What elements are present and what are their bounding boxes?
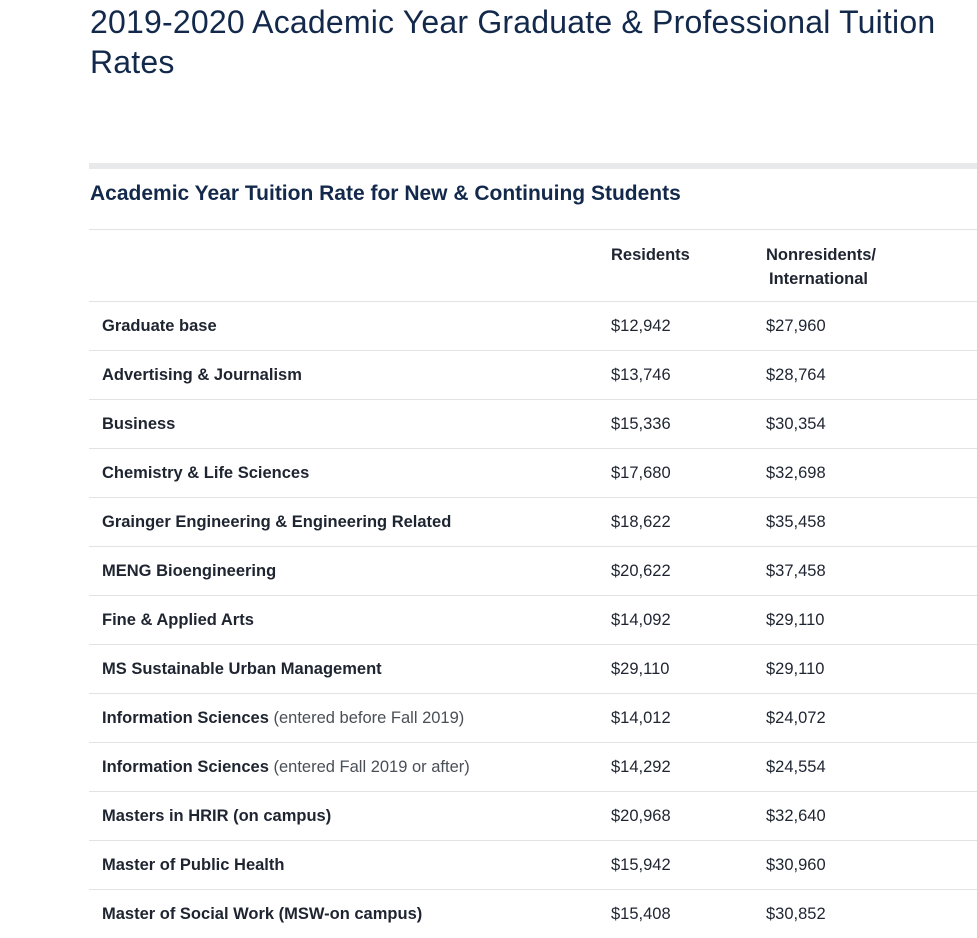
page-title: 2019-2020 Academic Year Graduate & Professional Tuition Rates [90,4,936,80]
residents-rate: $13,746 [598,351,753,400]
table-row [89,302,977,351]
program-name: Chemistry & Life Sciences [102,463,310,482]
table-row [89,645,977,694]
table-row [89,841,977,890]
nonresidents-rate: $28,764 [753,351,977,400]
table-row [89,694,977,743]
nonresidents-rate: $32,640 [753,792,977,841]
section-title: Academic Year Tuition Rate for New & Continuing Students [90,182,681,205]
program-cell [89,743,598,792]
nonresidents-rate: $32,698 [753,449,977,498]
program-name: MENG Bioengineering [102,561,277,580]
nonresidents-rate: $29,110 [753,596,977,645]
program-name: Advertising & Journalism [102,365,302,384]
program-name: Information Sciences [102,757,269,776]
nonresidents-rate: $37,458 [753,547,977,596]
residents-rate: $18,622 [598,498,753,547]
nonresidents-rate: $27,960 [753,302,977,351]
program-name: Master of Social Work (MSW-on campus) [102,904,423,923]
program-cell [89,841,598,890]
residents-rate: $12,942 [598,302,753,351]
residents-rate: $20,968 [598,792,753,841]
table-row [89,449,977,498]
program-cell [89,400,598,449]
residents-rate: $14,292 [598,743,753,792]
header-nonresidents-line2: International [769,270,869,288]
table-row [89,743,977,792]
table-row [89,547,977,596]
header-nonresidents-line1: Nonresidents/ [766,246,877,264]
program-cell [89,351,598,400]
program-cell [89,645,598,694]
residents-rate: $14,092 [598,596,753,645]
program-name: MS Sustainable Urban Management [102,659,382,678]
residents-rate: $15,942 [598,841,753,890]
program-name: Business [102,414,176,433]
program-cell [89,449,598,498]
program-name: Information Sciences [102,708,269,727]
nonresidents-rate: $35,458 [753,498,977,547]
program-name: Master of Public Health [102,855,285,874]
table-row [89,400,977,449]
residents-rate: $29,110 [598,645,753,694]
nonresidents-rate: $30,852 [753,890,977,938]
program-cell [89,498,598,547]
program-name: Fine & Applied Arts [102,610,254,629]
section-divider [89,163,977,169]
header-residents: Residents [598,230,753,302]
tuition-rates-table [89,229,977,938]
header-program [89,230,598,302]
program-note: (entered before Fall 2019) [273,708,465,727]
residents-rate: $15,336 [598,400,753,449]
header-nonresidents [753,230,977,302]
nonresidents-rate: $30,960 [753,841,977,890]
table-row [89,890,977,938]
program-name: Grainger Engineering & Engineering Related [102,512,452,531]
residents-rate: $17,680 [598,449,753,498]
residents-rate: $20,622 [598,547,753,596]
program-cell [89,890,598,938]
residents-rate: $15,408 [598,890,753,938]
program-cell [89,792,598,841]
table-row [89,596,977,645]
program-cell [89,694,598,743]
program-note: (entered Fall 2019 or after) [273,757,470,776]
nonresidents-rate: $24,554 [753,743,977,792]
program-cell [89,547,598,596]
program-name: Masters in HRIR (on campus) [102,806,332,825]
table-row [89,351,977,400]
residents-rate: $14,012 [598,694,753,743]
program-cell [89,596,598,645]
program-cell [89,302,598,351]
nonresidents-rate: $24,072 [753,694,977,743]
nonresidents-rate: $29,110 [753,645,977,694]
table-header-row [89,230,977,302]
nonresidents-rate: $30,354 [753,400,977,449]
table-row [89,792,977,841]
program-name: Graduate base [102,316,217,335]
table-row [89,498,977,547]
